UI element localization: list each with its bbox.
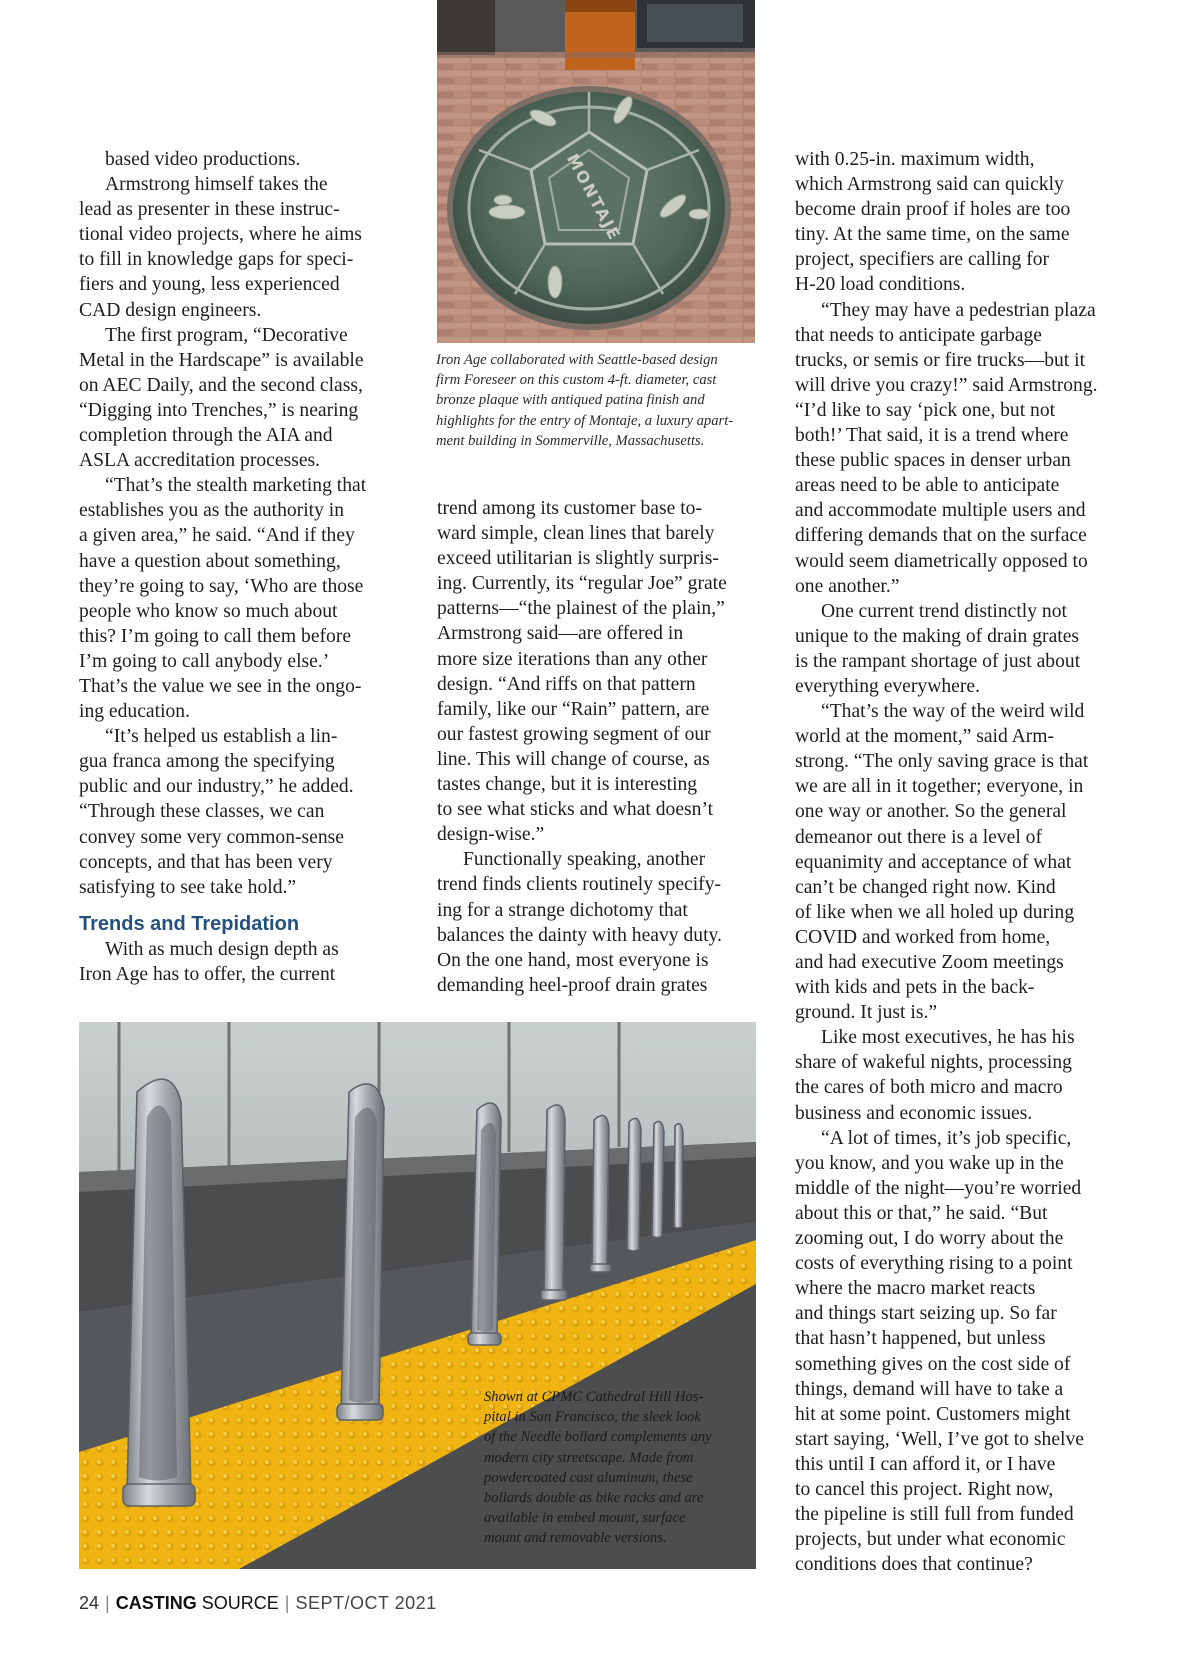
text-line: to cancel this project. Right now,	[795, 1478, 1054, 1500]
text-line: satisfying to see take hold.”	[79, 876, 297, 898]
text-line: tiny. At the same time, on the same	[795, 224, 1070, 246]
text-line: design-wise.”	[437, 824, 545, 846]
text-line: we are all in it together; everyone, in	[795, 776, 1084, 798]
caption-line: powdercoated cast aluminum, these	[484, 1469, 693, 1486]
plaque-photo	[437, 0, 755, 343]
caption-plaque	[436, 350, 733, 451]
text-line: H-20 load conditions.	[795, 274, 966, 296]
text-line: ing. Currently, its “regular Joe” grate	[437, 573, 727, 595]
text-line: this? I’m going to call them before	[79, 625, 352, 647]
text-line: “I’d like to say ‘pick one, but not	[795, 399, 1056, 421]
text-line: strong. “The only saving grace is that	[795, 751, 1089, 773]
text-line: middle of the night—you’re worried	[795, 1177, 1082, 1199]
text-line: business and economic issues.	[795, 1102, 1033, 1124]
text-line: ward simple, clean lines that barely	[437, 523, 715, 545]
text-line: with kids and pets in the back-	[795, 977, 1035, 999]
caption-line: Iron Age collaborated with Seattle-based design	[436, 352, 718, 368]
text-line: start saying, ‘Well, I’ve got to shelve	[795, 1428, 1084, 1450]
text-line: trucks, or semis or fire trucks—but it	[795, 349, 1086, 371]
text-line: they’re going to say, ‘Who are those	[79, 575, 364, 597]
caption-line: Shown at CPMC Cathedral Hill Hos-	[484, 1389, 704, 1405]
publication-name-regular: SOURCE	[201, 1593, 279, 1613]
text-line: areas need to be able to anticipate	[795, 475, 1060, 497]
text-line: conditions does that continue?	[795, 1554, 1033, 1576]
text-line: Like most executives, he has his	[821, 1027, 1075, 1049]
text-line: convey some very common-sense	[79, 826, 344, 848]
text-line: “They may have a pedestrian plaza	[821, 299, 1096, 321]
plaque-engraving: MONTAJE	[562, 150, 625, 245]
text-line: which Armstrong said can quickly	[795, 174, 1064, 196]
text-line: That’s the value we see in the ongo-	[79, 675, 362, 697]
text-line: become drain proof if holes are too	[795, 199, 1071, 221]
text-line: “It’s helped us establish a lin-	[105, 726, 338, 748]
text-line: demanding heel-proof drain grates	[437, 974, 708, 996]
caption-line: firm Foreseer on this custom 4-ft. diameter, cast	[436, 372, 717, 389]
text-line: completion through the AIA and	[79, 425, 333, 447]
text-line: patterns—“the plainest of the plain,”	[437, 598, 725, 620]
text-line: The first program, “Decorative	[105, 324, 348, 346]
caption-line: of the Needle bollard complements any	[484, 1429, 712, 1446]
text-line: and things start seizing up. So far	[795, 1303, 1057, 1325]
text-line: With as much design depth as	[105, 938, 339, 960]
issue-date: SEPT/OCT 2021	[295, 1593, 437, 1613]
text-line: ing for a strange dichotomy that	[437, 899, 688, 921]
text-line: our fastest growing segment of our	[437, 723, 711, 745]
article-column-middle	[437, 496, 727, 998]
text-line: fiers and young, less experienced	[79, 274, 340, 296]
text-line: is the rampant shortage of just about	[795, 650, 1081, 672]
page-footer	[79, 1593, 437, 1614]
footer-separator: |	[284, 1593, 290, 1613]
text-line: “That’s the way of the weird wild	[821, 701, 1085, 723]
text-line: exceed utilitarian is slightly surpris-	[437, 548, 719, 570]
caption-line: mount and removable versions.	[484, 1530, 667, 1547]
text-line: with 0.25-in. maximum width,	[795, 149, 1035, 170]
text-line: to see what sticks and what doesn’t	[437, 799, 714, 821]
text-line: establishes you as the authority in	[79, 500, 345, 522]
text-line: balances the dainty with heavy duty.	[437, 924, 722, 946]
text-line: both!’ That said, it is a trend where	[795, 425, 1069, 447]
text-line: will drive you crazy!” said Armstrong.	[795, 374, 1098, 396]
text-line: projects, but under what economic	[795, 1529, 1066, 1551]
footer-separator: |	[105, 1593, 110, 1613]
text-line: differing demands that on the surface	[795, 525, 1087, 547]
text-line: Armstrong himself takes the	[105, 174, 328, 196]
article-column-left	[79, 147, 366, 987]
text-line: concepts, and that has been very	[79, 851, 333, 873]
text-line: something gives on the cost side of	[795, 1353, 1071, 1375]
publication-name-bold: CASTING	[115, 1593, 197, 1613]
text-line: that needs to anticipate garbage	[795, 324, 1042, 346]
text-line: Iron Age has to offer, the current	[79, 964, 336, 985]
article-column-right	[795, 147, 1098, 1577]
text-line: hit at some point. Customers might	[795, 1403, 1071, 1425]
text-line: tional video projects, where he aims	[79, 224, 362, 246]
text-line: ASLA accreditation processes.	[79, 450, 321, 472]
text-line: this until I can afford it, or I have	[795, 1453, 1056, 1475]
text-line: trend finds clients routinely specify-	[437, 874, 722, 896]
caption-bollards	[484, 1387, 712, 1549]
text-line: and accommodate multiple users and	[795, 500, 1086, 522]
text-line: Armstrong said—are offered in	[437, 623, 684, 645]
text-line: people who know so much about	[79, 600, 338, 622]
text-line: ground. It just is.”	[795, 1002, 938, 1024]
text-line: COVID and worked from home,	[795, 926, 1051, 948]
text-line: where the macro market reacts	[795, 1278, 1036, 1300]
text-line: gua franca among the specifying	[79, 751, 335, 773]
text-line: more size iterations than any other	[437, 648, 708, 670]
caption-line: bronze plaque with antiqued patina finish and	[436, 392, 705, 409]
text-line: family, like our “Rain” pattern, are	[437, 698, 710, 720]
text-line: on AEC Daily, and the second class,	[79, 374, 363, 396]
caption-line: available in embed mount, surface	[484, 1510, 686, 1527]
text-line: ing education.	[79, 701, 190, 723]
text-line: about this or that,” he said. “But	[795, 1202, 1048, 1224]
text-line: have a question about something,	[79, 550, 341, 572]
text-line: of like when we all holed up during	[795, 901, 1075, 923]
text-line: lead as presenter in these instruc-	[79, 199, 340, 221]
text-line: the pipeline is still full from funded	[795, 1504, 1074, 1526]
text-line: Metal in the Hardscape” is available	[79, 349, 364, 371]
caption-line: ment building in Sommerville, Massachusetts.	[436, 432, 705, 449]
caption-line: modern city streetscape. Made from	[484, 1449, 694, 1466]
text-line: world at the moment,” said Arm-	[795, 726, 1055, 748]
text-line: On the one hand, most everyone is	[437, 949, 709, 971]
text-line: CAD design engineers.	[79, 299, 262, 321]
text-line: design. “And riffs on that pattern	[437, 673, 696, 695]
text-line: demeanor out there is a level of	[795, 826, 1042, 848]
text-line: a given area,” he said. “And if they	[79, 525, 355, 547]
text-line: “Through these classes, we can	[79, 801, 325, 823]
text-line: one another.”	[795, 575, 900, 597]
text-line: these public spaces in denser urban	[795, 450, 1071, 472]
text-line: everything everywhere.	[795, 675, 980, 697]
text-line: I’m going to call anybody else.’	[79, 650, 330, 672]
caption-line: bollards double as bike racks and are	[484, 1490, 704, 1507]
text-line: would seem diametrically opposed to	[795, 550, 1088, 572]
text-line: based video productions.	[105, 149, 301, 170]
section-subheading: Trends and Trepidation	[79, 912, 300, 935]
text-line: things, demand will have to take a	[795, 1378, 1064, 1400]
text-line: line. This will change of course, as	[437, 748, 710, 770]
text-line: unique to the making of drain grates	[795, 625, 1080, 647]
caption-line: pital in San Francisco, the sleek look	[484, 1409, 701, 1426]
text-line: share of wakeful nights, processing	[795, 1052, 1072, 1074]
text-line: one way or another. So the general	[795, 801, 1067, 823]
caption-line: highlights for the entry of Montaje, a luxury apart-	[436, 412, 734, 429]
text-line: “That’s the stealth marketing that	[105, 475, 367, 497]
text-line: One current trend distinctly not	[821, 600, 1067, 622]
page-number: 24	[79, 1593, 100, 1613]
text-line: that hasn’t happened, but unless	[795, 1328, 1046, 1350]
text-line: public and our industry,” he added.	[79, 776, 354, 798]
text-line: zooming out, I do worry about the	[795, 1228, 1064, 1250]
text-line: project, specifiers are calling for	[795, 249, 1050, 271]
text-line: tastes change, but it is interesting	[437, 774, 698, 796]
text-line: “Digging into Trenches,” is nearing	[79, 399, 359, 421]
text-line: “A lot of times, it’s job specific,	[821, 1127, 1072, 1149]
text-line: the cares of both micro and macro	[795, 1077, 1063, 1099]
text-line: and had executive Zoom meetings	[795, 952, 1064, 973]
text-line: trend among its customer base to-	[437, 498, 702, 519]
text-line: to fill in knowledge gaps for speci-	[79, 249, 354, 271]
text-line: costs of everything rising to a point	[795, 1253, 1073, 1275]
text-line: equanimity and acceptance of what	[795, 851, 1072, 873]
text-line: can’t be changed right now. Kind	[795, 876, 1056, 898]
text-line: you know, and you wake up in the	[795, 1152, 1064, 1174]
text-line: Functionally speaking, another	[463, 849, 706, 871]
